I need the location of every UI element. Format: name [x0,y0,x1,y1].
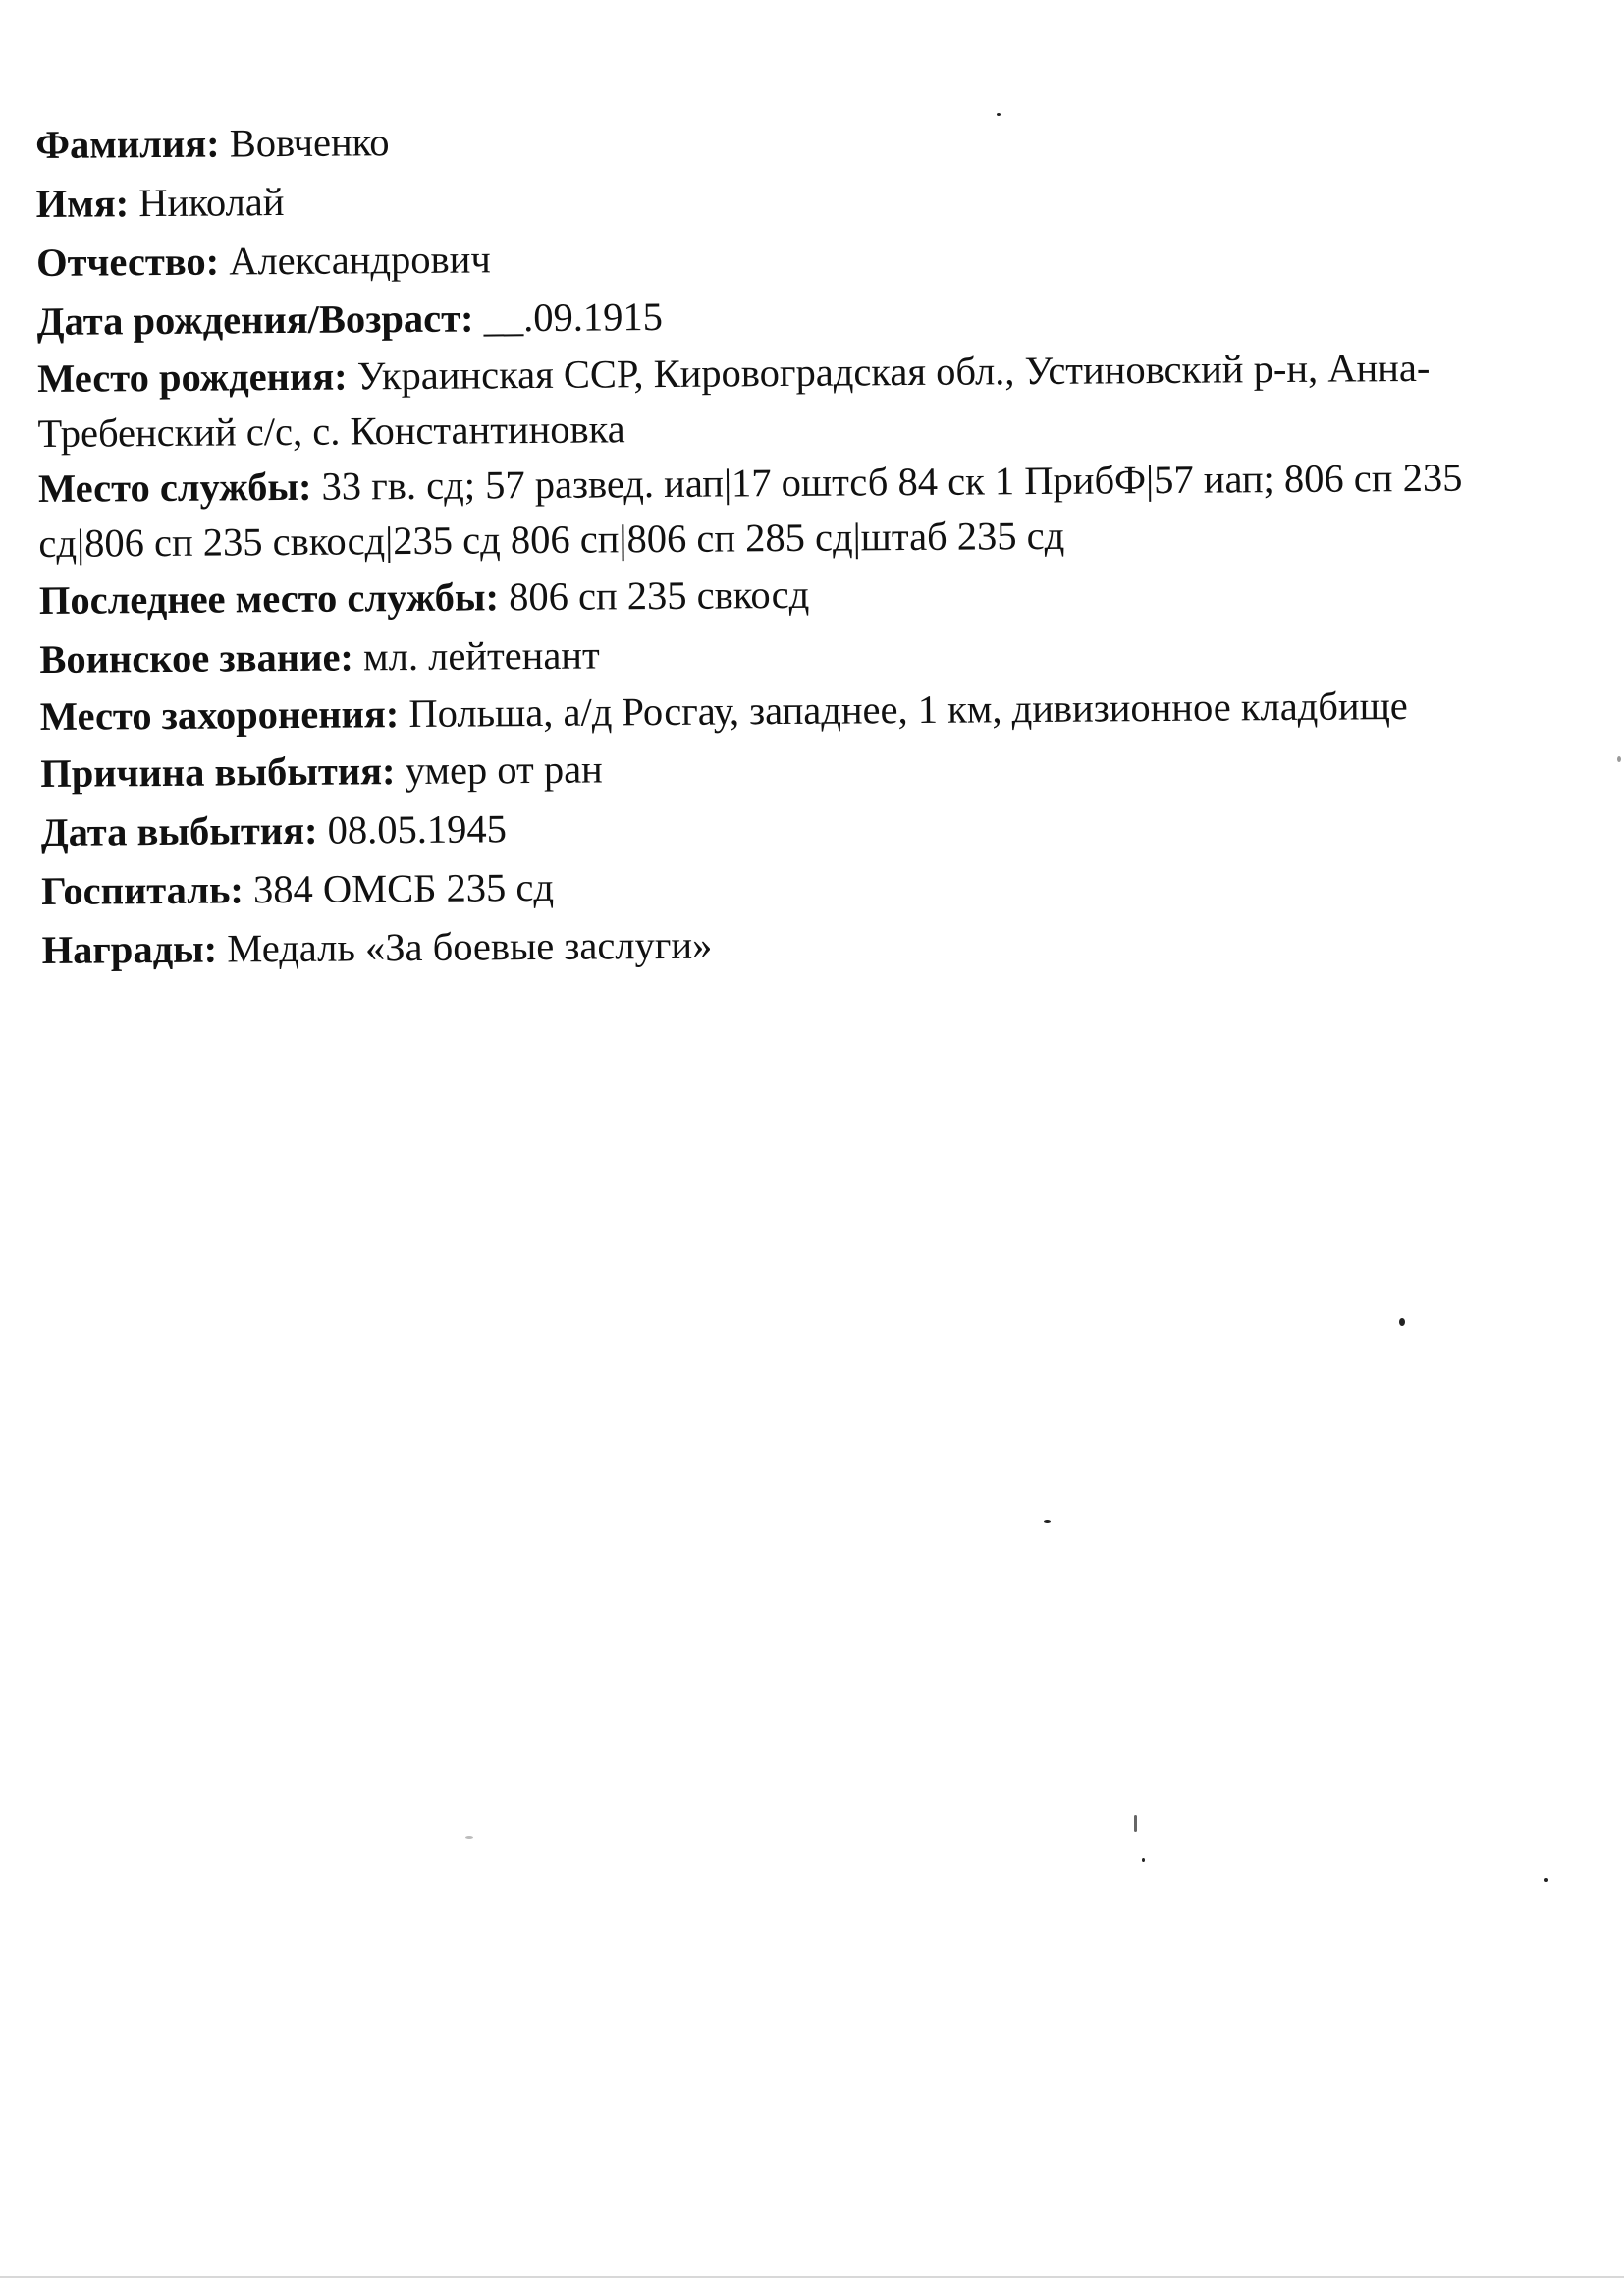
birth-date-label: Дата рождения/Возраст: [36,296,474,344]
birth-date-value: __.09.1915 [483,294,664,341]
birth-place-field [37,340,1570,462]
scan-speck [1044,1520,1051,1523]
surname-label: Фамилия: [35,121,220,167]
reason-value: умер от ран [405,746,603,793]
scan-speck [465,1836,473,1839]
awards-value: Медаль «За боевые заслуги» [227,922,713,971]
rank-label: Воинское звание: [39,634,354,682]
last-service-place-value: 806 сп 235 свкосд [508,572,810,620]
scan-edge-line [0,2276,1624,2278]
patronymic-value: Александрович [229,237,491,284]
personnel-record [35,104,1574,980]
surname-value: Вовченко [229,120,390,166]
hospital-value: 384 ОМСБ 235 сд [252,864,555,912]
departure-date-label: Дата выбытия: [40,807,318,854]
rank-value: мл. лейтенант [362,632,600,680]
scan-speck [1544,1878,1548,1882]
birth-place-label: Место рождения: [36,354,348,401]
scan-speck [997,113,1001,116]
birth-place-value: Украинская ССР, Кировоградская обл., Устиновский р-н, Анна-Требенский с/с, с. Константиновка [37,345,1431,456]
name-value: Николай [138,180,285,226]
name-label: Имя: [35,181,130,226]
hospital-label: Госпиталь: [41,867,244,913]
scan-speck [1399,1318,1405,1326]
service-place-value: 33 гв. сд; 57 развед. иап|17 оштсб 84 ск 1 ПрибФ|57 иап; 806 сп 235 сд|806 сп 235 свкосд|235 сд 806 сп|806 сп 285 сд|штаб 235 сд [38,455,1463,566]
awards-field [41,909,1573,980]
patronymic-label: Отчество: [35,239,220,285]
service-place-label: Место службы: [37,464,312,511]
burial-place-value: Польша, а/д Росгау, западнее, 1 км, дивизионное кладбище [408,683,1408,737]
awards-label: Награды: [41,926,218,972]
scan-speck [1142,1858,1145,1862]
burial-place-label: Место захоронения: [39,691,400,738]
last-service-place-label: Последнее место службы: [38,574,500,623]
scan-speck [1134,1815,1137,1832]
service-place-field [38,450,1571,572]
reason-label: Причина выбытия: [40,748,396,795]
departure-date-value: 08.05.1945 [327,806,508,852]
scan-speck [1617,756,1621,762]
